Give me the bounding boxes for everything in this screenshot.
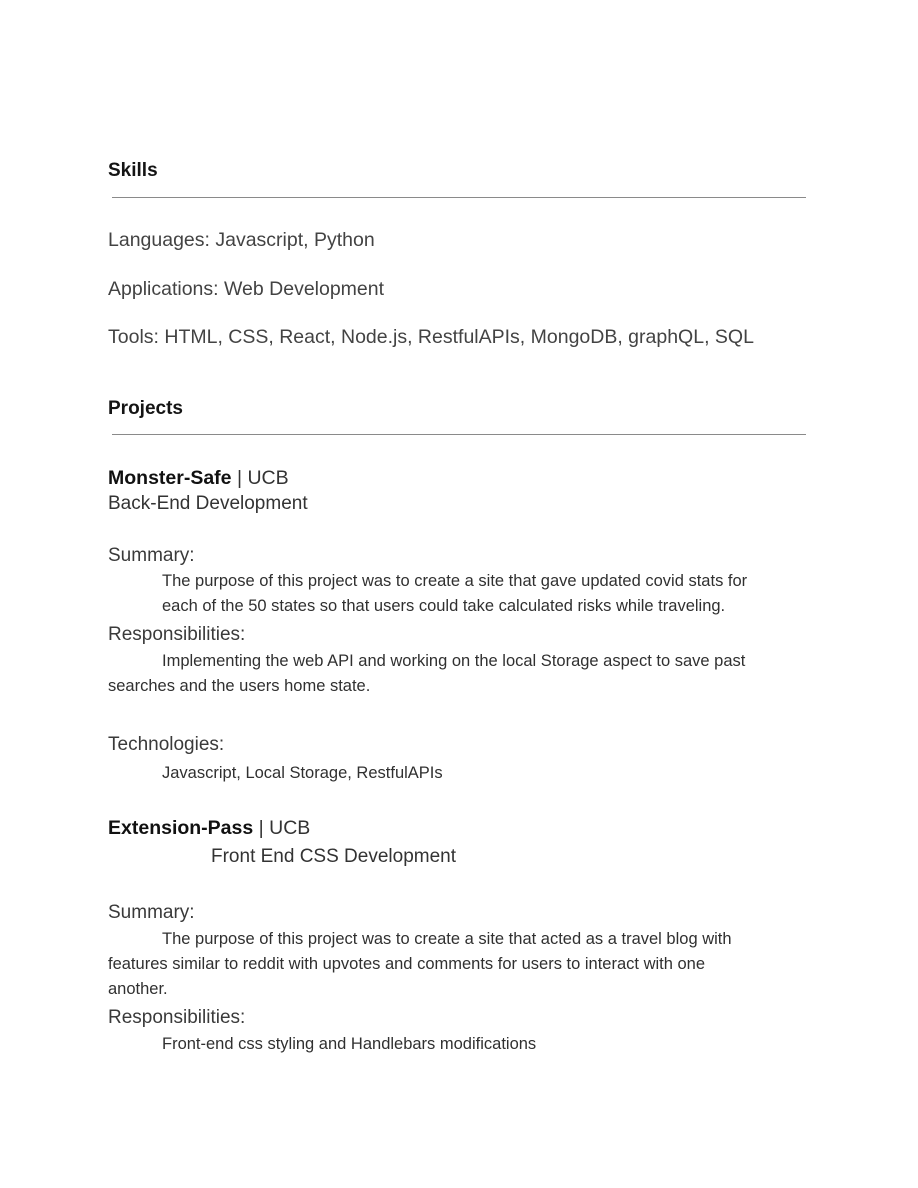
summary-line: another. bbox=[108, 980, 168, 998]
project-role: Back-End Development bbox=[108, 493, 308, 514]
project-title-extension-pass bbox=[108, 817, 310, 840]
project-org: UCB bbox=[269, 817, 311, 839]
skills-divider bbox=[112, 197, 806, 198]
responsibilities-label: Responsibilities: bbox=[108, 1007, 246, 1028]
skills-languages: Languages: Javascript, Python bbox=[108, 229, 375, 251]
skills-tools: Tools: HTML, CSS, React, Node.js, RestfulAPIs, MongoDB, graphQL, SQL bbox=[108, 326, 754, 348]
project-separator: | bbox=[253, 817, 270, 839]
projects-heading: Projects bbox=[108, 398, 183, 419]
summary-line: each of the 50 states so that users could take calculated risks while traveling. bbox=[162, 597, 726, 615]
project-org: UCB bbox=[247, 467, 289, 489]
summary-line: The purpose of this project was to create a site that acted as a travel blog with bbox=[162, 930, 732, 948]
summary-label: Summary: bbox=[108, 902, 195, 923]
responsibilities-line: Front-end css styling and Handlebars modifications bbox=[162, 1035, 537, 1053]
technologies-value: Javascript, Local Storage, RestfulAPIs bbox=[162, 764, 443, 782]
responsibilities-line: searches and the users home state. bbox=[108, 677, 371, 695]
summary-line: features similar to reddit with upvotes and comments for users to interact with one bbox=[108, 955, 706, 973]
skills-applications: Applications: Web Development bbox=[108, 278, 385, 300]
projects-divider bbox=[112, 434, 806, 435]
project-name: Extension-Pass bbox=[108, 817, 254, 839]
technologies-label: Technologies: bbox=[108, 734, 225, 755]
project-title-monster-safe bbox=[108, 467, 289, 490]
project-name: Monster-Safe bbox=[108, 467, 232, 489]
responsibilities-line: Implementing the web API and working on the local Storage aspect to save past bbox=[162, 652, 746, 670]
summary-label: Summary: bbox=[108, 545, 195, 566]
responsibilities-label: Responsibilities: bbox=[108, 624, 246, 645]
project-role: Front End CSS Development bbox=[211, 846, 457, 867]
summary-line: The purpose of this project was to create a site that gave updated covid stats for bbox=[162, 572, 748, 590]
project-separator: | bbox=[231, 467, 248, 489]
skills-heading: Skills bbox=[108, 160, 158, 181]
